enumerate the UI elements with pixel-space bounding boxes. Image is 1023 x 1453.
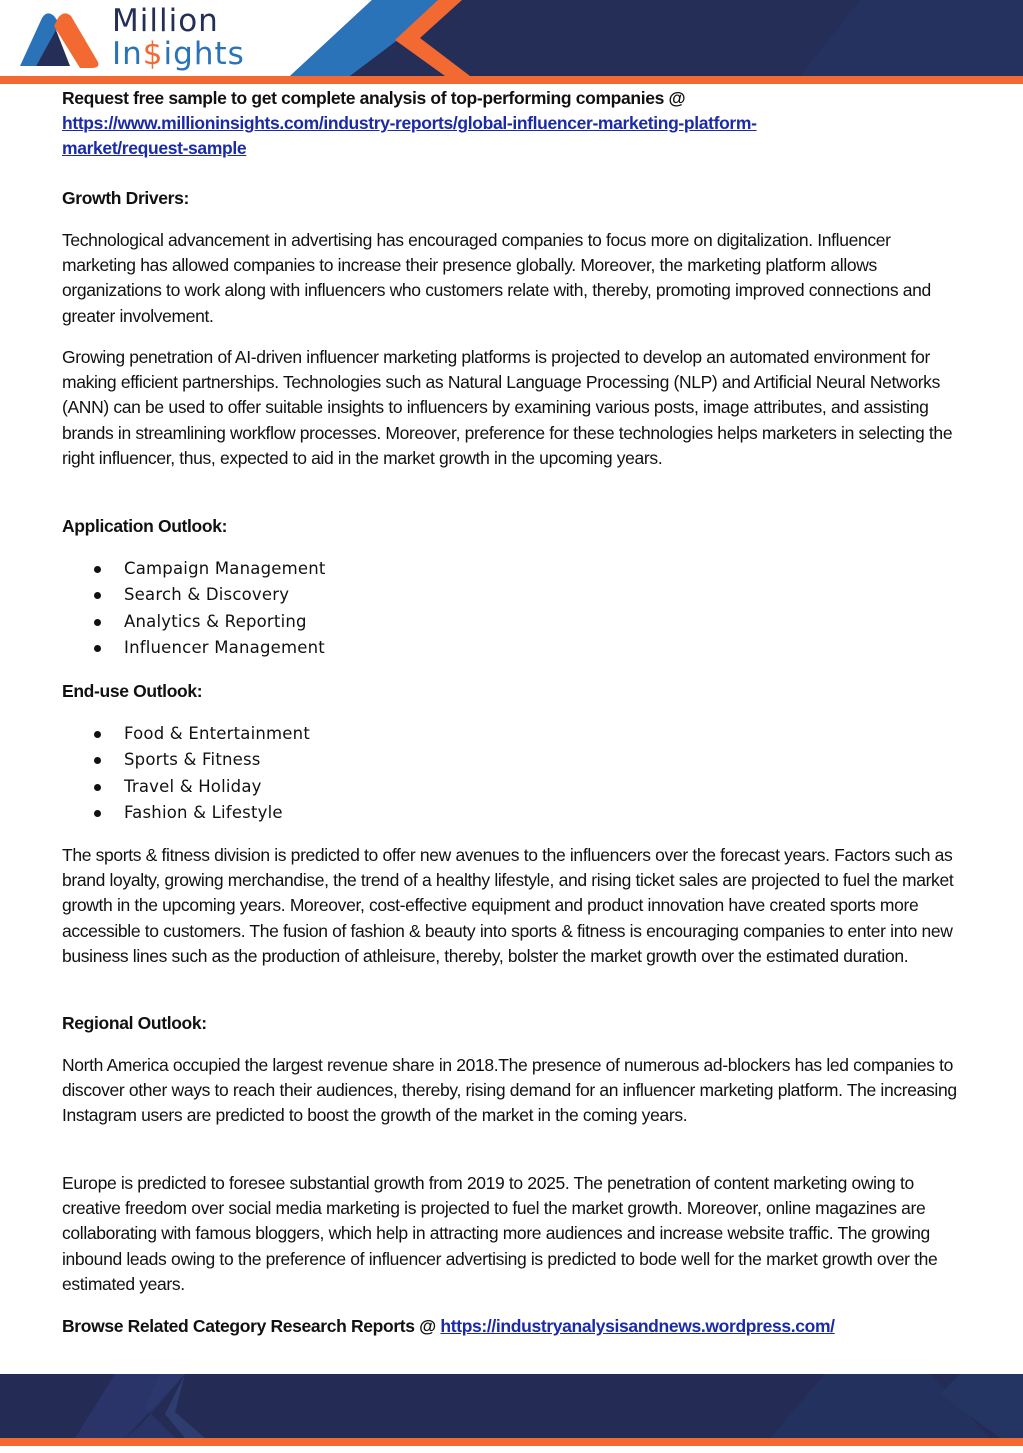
bullet-icon xyxy=(94,810,101,817)
dollar-sign-glyph: $ xyxy=(142,36,164,72)
list-item: Fashion & Lifestyle xyxy=(62,800,310,826)
regional-outlook-heading: Regional Outlook: xyxy=(62,1013,207,1033)
end-use-outlook-heading: End-use Outlook: xyxy=(62,681,203,701)
growth-drivers-paragraph-2: Growing penetration of AI-driven influencer marketing platforms is projected to develop an automated environment for making efficient partnerships. Technologies such as Natural Language Processing (NLP) and Artificial Neural Networks (ANN) can be used to offer suitable insights to influencers by examining various posts, image attributes, and assisting brands in streamlining workflow processes. Moreover, preference for these technologies helps marketers in selecting the right influencer, thus, expected to aid in the market growth in the upcoming years. xyxy=(62,347,953,468)
request-sample-block xyxy=(62,86,962,162)
list-item: Influencer Management xyxy=(62,635,326,661)
application-outlook-list xyxy=(62,556,326,661)
regional-outlook-paragraph-2: Europe is predicted to foresee substantial growth from 2019 to 2025. The penetration of content marketing owing to creative freedom over social media marketing is projected to fuel the market growth. Moreover, online magazines are collaborating with famous bloggers, which help in attracting more audiences and increase website traffic. The growing inbound leads owing to the preference of influencer advertising is predicted to bode well for the market growth over the estimated years. xyxy=(62,1173,938,1294)
browse-related-reports: Browse Related Category Research Reports @ https://industryanalysisandnews.wordpress.com/ xyxy=(62,1316,835,1336)
list-item: Food & Entertainment xyxy=(62,721,310,747)
growth-drivers-heading: Growth Drivers: xyxy=(62,188,189,208)
list-item: Campaign Management xyxy=(62,556,326,582)
application-outlook-heading: Application Outlook: xyxy=(62,516,228,536)
request-sample-text: Request free sample to get complete analysis of top-performing companies @ xyxy=(62,88,686,108)
logo-wordmark-insights: In$ights xyxy=(112,36,245,72)
growth-drivers-paragraph-1: Technological advancement in advertising has encouraged companies to focus more on digitalization. Influencer marketing has allowed companies to increase their presence globally. Moreover, the marketing platform allows organizations to work along with influencers who customers relate with, thereby, promoting improved connections and greater involvement. xyxy=(62,230,931,326)
browse-reports-link[interactable]: https://industryanalysisandnews.wordpress.com/ xyxy=(440,1316,835,1336)
bullet-icon xyxy=(94,645,101,652)
end-use-outlook-list xyxy=(62,721,310,826)
list-item: Search & Discovery xyxy=(62,582,326,608)
bullet-icon xyxy=(94,731,101,738)
page-footer xyxy=(0,1374,1023,1448)
logo-wordmark-million: Million xyxy=(112,3,219,39)
bullet-icon xyxy=(94,566,101,573)
mountain-logo-icon xyxy=(14,10,102,70)
sports-fitness-paragraph: The sports & fitness division is predicted to offer new avenues to the influencers over the forecast years. Factors such as brand loyalty, growing merchandise, the trend of a healthy lifestyle, and rising ticket sales are projected to fuel the market growth in the upcoming years. Moreover, cost-effective equipment and product innovation have created sports more accessible to customers. The fusion of fashion & beauty into sports & fitness is encouraging companies to enter into new business lines such as the production of athleisure, thereby, bolster the market growth over the estimated duration. xyxy=(62,845,954,966)
million-insights-logo xyxy=(14,3,254,76)
bullet-icon xyxy=(94,757,101,764)
bullet-icon xyxy=(94,592,101,599)
footer-banner-graphic xyxy=(0,1374,1023,1448)
list-item: Analytics & Reporting xyxy=(62,609,326,635)
list-item: Travel & Holiday xyxy=(62,774,310,800)
list-item: Sports & Fitness xyxy=(62,747,310,773)
request-sample-link[interactable]: https://www.millioninsights.com/industry-reports/global-influencer-marketing-platform- market/request-sample xyxy=(62,113,757,159)
regional-outlook-paragraph-1: North America occupied the largest revenue share in 2018.The presence of numerous ad-blockers has led companies to discover other ways to reach their audiences, thereby, rising demand for an influencer marketing platform. The increasing Instagram users are predicted to boost the growth of the market in the coming years. xyxy=(62,1055,957,1126)
bullet-icon xyxy=(94,784,101,791)
page-header xyxy=(0,0,1023,86)
bullet-icon xyxy=(94,619,101,626)
